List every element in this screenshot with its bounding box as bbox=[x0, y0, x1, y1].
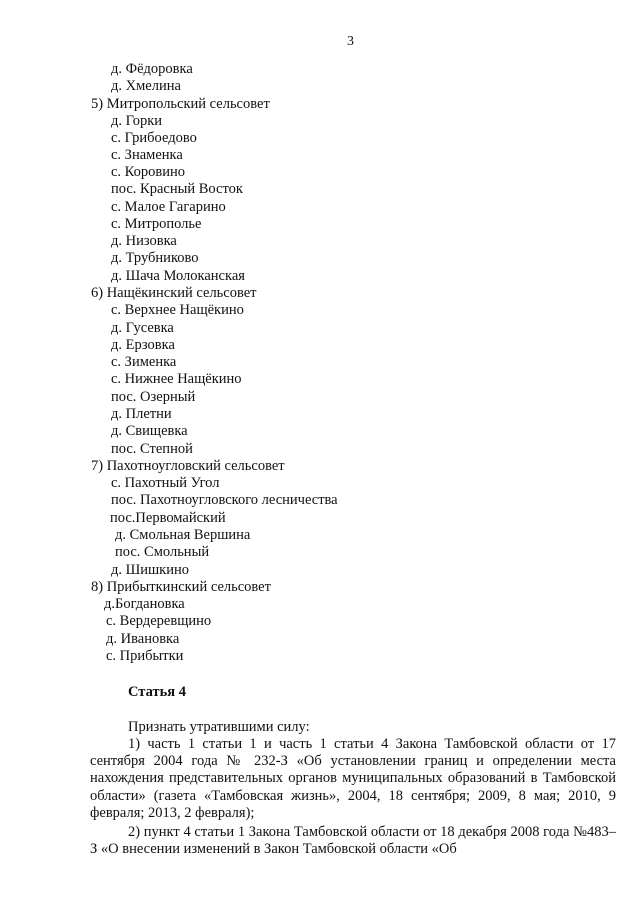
list-item: с. Пахотный Угол bbox=[111, 475, 220, 491]
paragraph-2: 2) пункт 4 статьи 1 Закона Тамбовской области от 18 декабря 2008 года №483–З «О внесении изменений в Закон Тамбовской области «Об bbox=[90, 824, 616, 858]
list-item: д. Фёдоровка bbox=[111, 61, 193, 77]
list-item: с. Прибытки bbox=[106, 648, 184, 664]
list-item: д. Свищевка bbox=[111, 423, 188, 439]
list-item: пос. Степной bbox=[111, 441, 193, 457]
list-item: д. Смольная Вершина bbox=[115, 527, 251, 543]
list-item: пос. Озерный bbox=[111, 389, 196, 405]
list-item: с. Малое Гагарино bbox=[111, 199, 226, 215]
list-item: д. Шишкино bbox=[111, 562, 189, 578]
list-item: пос. Смольный bbox=[115, 544, 210, 560]
list-item: с. Нижнее Нащёкино bbox=[111, 371, 242, 387]
page-number: 3 bbox=[347, 34, 354, 49]
list-item: д. Гусевка bbox=[111, 320, 174, 336]
list-item: д. Горки bbox=[111, 113, 163, 129]
list-item: с. Верхнее Нащёкино bbox=[111, 302, 244, 318]
list-item: с. Вердеревщино bbox=[106, 613, 212, 629]
list-item: д. Низовка bbox=[111, 233, 177, 249]
council-heading: 6) Нащёкинский сельсовет bbox=[91, 285, 257, 301]
intro-text: Признать утратившими силу: bbox=[128, 719, 310, 735]
list-item: д. Хмелина bbox=[111, 78, 181, 94]
list-item: д. Ерзовка bbox=[111, 337, 175, 353]
paragraph-1: 1) часть 1 статьи 1 и часть 1 статьи 4 Закона Тамбовской области от 17 сентября 2004 года № 232-З «Об установлении границ и определении места нахождения представительных органов муниципальных образований в Тамбовской области» (газета «Тамбовская жизнь», 2004, 18 сентября; 2009, 8 мая; 2010, 9 февраля; 2013, 2 февраля); bbox=[90, 736, 616, 821]
council-heading: 8) Прибыткинский сельсовет bbox=[91, 579, 271, 595]
list-item: д.Богдановка bbox=[104, 596, 185, 612]
list-item: пос. Красный Восток bbox=[111, 181, 243, 197]
article-heading: Статья 4 bbox=[128, 684, 186, 700]
council-heading: 5) Митропольский сельсовет bbox=[91, 96, 270, 112]
list-item: д. Трубниково bbox=[111, 250, 199, 266]
list-item: с. Зименка bbox=[111, 354, 177, 370]
list-item: д. Шача Молоканская bbox=[111, 268, 245, 284]
list-item: с. Митрополье bbox=[111, 216, 202, 232]
list-item: пос.Первомайский bbox=[110, 510, 226, 526]
list-item: пос. Пахотноугловского лесничества bbox=[111, 492, 338, 508]
list-item: д. Плетни bbox=[111, 406, 172, 422]
list-item: с. Знаменка bbox=[111, 147, 183, 163]
council-heading: 7) Пахотноугловский сельсовет bbox=[91, 458, 285, 474]
list-item: с. Коровино bbox=[111, 164, 186, 180]
list-item: с. Грибоедово bbox=[111, 130, 197, 146]
list-item: д. Ивановка bbox=[106, 631, 180, 647]
